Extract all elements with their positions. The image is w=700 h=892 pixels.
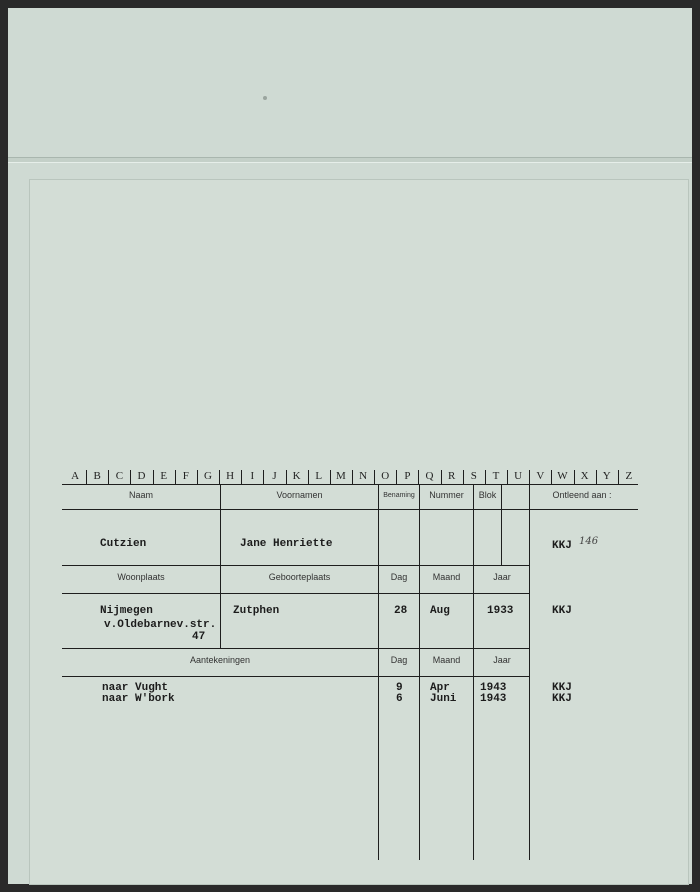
alphabet-separator bbox=[241, 470, 242, 484]
alphabet-separator bbox=[441, 470, 442, 484]
value-geb-maand: Aug bbox=[430, 605, 450, 617]
alphabet-letter-p: P bbox=[404, 470, 411, 482]
note-bron: KKJ bbox=[552, 682, 572, 694]
rule bbox=[62, 593, 530, 594]
value-naam: Cutzien bbox=[100, 538, 147, 550]
header-jaar-notes: Jaar bbox=[493, 655, 511, 665]
alphabet-separator bbox=[463, 470, 464, 484]
registration-card bbox=[30, 180, 688, 884]
alphabet-separator bbox=[263, 470, 264, 484]
header-geboorteplaats: Geboorteplaats bbox=[268, 572, 331, 582]
alphabet-underline bbox=[62, 484, 638, 485]
alphabet-separator bbox=[175, 470, 176, 484]
rule bbox=[529, 485, 530, 860]
alphabet-letter-w: W bbox=[557, 470, 568, 482]
alphabet-separator bbox=[153, 470, 154, 484]
alphabet-letter-c: C bbox=[115, 470, 124, 482]
rule bbox=[419, 485, 420, 860]
alphabet-letter-x: X bbox=[580, 470, 589, 482]
alphabet-letter-g: G bbox=[204, 470, 212, 482]
alphabet-letter-n: N bbox=[359, 470, 368, 482]
alphabet-letter-k: K bbox=[292, 470, 301, 482]
rule bbox=[220, 485, 221, 648]
alphabet-separator bbox=[197, 470, 198, 484]
card-fold-line bbox=[8, 157, 692, 163]
note-dag: 6 bbox=[396, 693, 403, 705]
value-woonplaats-number: 47 bbox=[192, 631, 206, 643]
alphabet-letter-u: U bbox=[514, 470, 523, 482]
header-ontleend: Ontleend aan : bbox=[552, 490, 612, 500]
rule bbox=[473, 485, 474, 860]
alphabet-letter-v: V bbox=[536, 470, 545, 482]
alphabet-separator bbox=[551, 470, 552, 484]
header-benaming: Benaming bbox=[383, 492, 415, 499]
punch-mark bbox=[263, 96, 267, 100]
alphabet-separator bbox=[374, 470, 375, 484]
header-woonplaats: Woonplaats bbox=[117, 572, 165, 582]
handwritten-note: 146 bbox=[579, 536, 599, 547]
alphabet-letter-o: O bbox=[381, 470, 390, 482]
alphabet-letter-f: F bbox=[182, 470, 189, 482]
alphabet-letter-s: S bbox=[470, 470, 477, 482]
header-aantekeningen: Aantekeningen bbox=[189, 655, 251, 665]
alphabet-letter-z: Z bbox=[625, 470, 633, 482]
note-bron: KKJ bbox=[552, 693, 572, 705]
note-maand: Apr bbox=[430, 682, 450, 694]
alphabet-separator bbox=[286, 470, 287, 484]
alphabet-separator bbox=[86, 470, 87, 484]
alphabet-separator bbox=[330, 470, 331, 484]
alphabet-separator bbox=[618, 470, 619, 484]
alphabet-separator bbox=[596, 470, 597, 484]
rule bbox=[62, 565, 530, 566]
alphabet-letter-i: I bbox=[250, 470, 255, 482]
note-dag: 9 bbox=[396, 682, 403, 694]
alphabet-letter-b: B bbox=[93, 470, 101, 482]
header-jaar: Jaar bbox=[493, 572, 511, 582]
alphabet-separator bbox=[130, 470, 131, 484]
note-maand: Juni bbox=[430, 693, 457, 705]
value-woonplaats-street: v.Oldebarnev.str. bbox=[104, 619, 217, 631]
header-naam: Naam bbox=[128, 490, 153, 500]
alphabet-separator bbox=[219, 470, 220, 484]
header-maand-notes: Maand bbox=[432, 655, 461, 665]
value-geb-dag: 28 bbox=[394, 605, 408, 617]
alphabet-separator bbox=[529, 470, 530, 484]
header-nummer: Nummer bbox=[429, 490, 464, 500]
header-dag-notes: Dag bbox=[390, 655, 408, 665]
value-woonplaats-city: Nijmegen bbox=[100, 605, 153, 617]
alphabet-letter-j: J bbox=[272, 470, 277, 482]
alphabet-separator bbox=[574, 470, 575, 484]
alphabet-letter-q: Q bbox=[425, 470, 434, 482]
alphabet-separator bbox=[418, 470, 419, 484]
header-blok: Blok bbox=[478, 490, 497, 500]
alphabet-letter-e: E bbox=[160, 470, 168, 482]
alphabet-letter-r: R bbox=[448, 470, 456, 482]
value-geb-bron: KKJ bbox=[552, 605, 572, 617]
rule bbox=[62, 676, 530, 677]
alphabet-letter-h: H bbox=[226, 470, 235, 482]
alphabet-separator bbox=[485, 470, 486, 484]
value-voornamen: Jane Henriette bbox=[240, 538, 333, 550]
rule bbox=[62, 648, 530, 649]
note-text: naar Vught bbox=[102, 682, 169, 694]
alphabet-letter-y: Y bbox=[602, 470, 611, 482]
note-jaar: 1943 bbox=[480, 693, 507, 705]
note-jaar: 1943 bbox=[480, 682, 507, 694]
value-geb-jaar: 1933 bbox=[487, 605, 514, 617]
alphabet-separator bbox=[108, 470, 109, 484]
alphabet-letter-m: M bbox=[336, 470, 346, 482]
alphabet-letter-t: T bbox=[492, 470, 500, 482]
rule bbox=[501, 485, 502, 565]
rule bbox=[378, 485, 379, 860]
value-geboorteplaats: Zutphen bbox=[233, 605, 280, 617]
alphabet-separator bbox=[507, 470, 508, 484]
alphabet-letter-l: L bbox=[315, 470, 323, 482]
alphabet-letter-d: D bbox=[137, 470, 146, 482]
note-text: naar W'bork bbox=[102, 693, 175, 705]
rule bbox=[62, 509, 638, 510]
alphabet-separator bbox=[308, 470, 309, 484]
header-dag: Dag bbox=[390, 572, 408, 582]
value-ontleend: KKJ bbox=[552, 540, 572, 552]
header-maand: Maand bbox=[432, 572, 461, 582]
header-voornamen: Voornamen bbox=[276, 490, 323, 500]
alphabet-letter-a: A bbox=[71, 470, 80, 482]
alphabet-separator bbox=[396, 470, 397, 484]
alphabet-separator bbox=[352, 470, 353, 484]
